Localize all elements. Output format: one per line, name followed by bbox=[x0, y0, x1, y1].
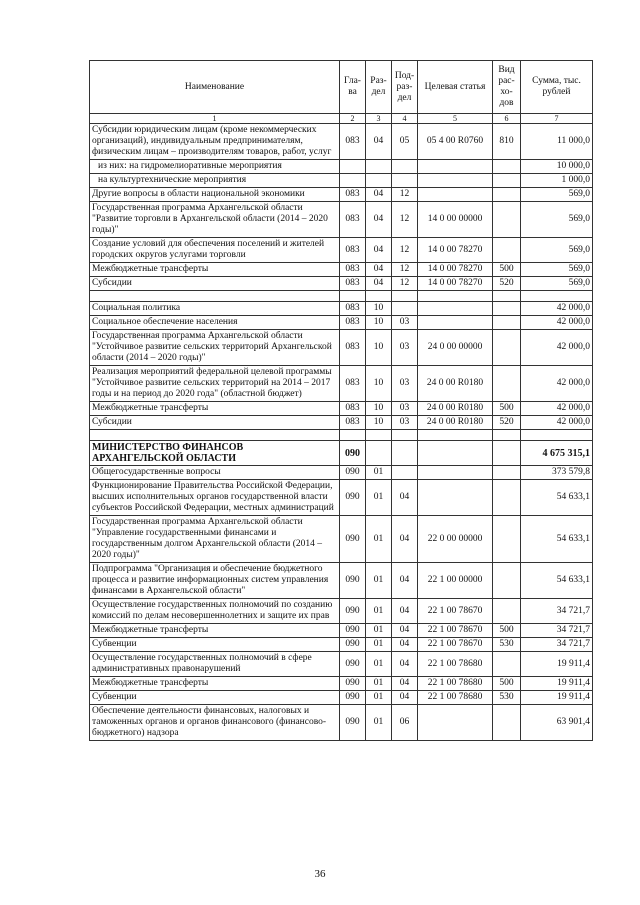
chapter-cell: 083 bbox=[340, 263, 366, 277]
name-cell: Осуществление государственных полномочий по созданию комиссий по делам несовершеннолетних и защите их прав bbox=[90, 599, 340, 624]
page-number: 36 bbox=[314, 868, 326, 880]
expense-type-cell bbox=[493, 238, 521, 263]
expense-type-cell: 530 bbox=[493, 638, 521, 652]
table-row bbox=[90, 174, 593, 188]
column-number: 7 bbox=[521, 114, 593, 124]
chapter-cell: 090 bbox=[340, 677, 366, 691]
chapter-cell: 090 bbox=[340, 624, 366, 638]
target-article-cell: 22 1 00 78670 bbox=[418, 638, 493, 652]
section-cell: 10 bbox=[366, 402, 392, 416]
subsection-cell: 04 bbox=[392, 599, 418, 624]
section-cell: 01 bbox=[366, 599, 392, 624]
sum-cell: 569,0 bbox=[521, 263, 593, 277]
sum-cell: 11 000,0 bbox=[521, 124, 593, 160]
expense-type-cell bbox=[493, 563, 521, 599]
budget-table bbox=[89, 60, 593, 741]
target-article-cell: 24 0 00 R0180 bbox=[418, 402, 493, 416]
chapter-cell: 083 bbox=[340, 202, 366, 238]
target-article-cell: 14 0 00 78270 bbox=[418, 238, 493, 263]
name-cell: Субсидии юридическим лицам (кроме некоммерческих организаций), индивидуальным предпринимателям, физическим лицам – производителям товаров, работ, услуг bbox=[90, 124, 340, 160]
chapter-cell: 090 bbox=[340, 516, 366, 563]
target-article-cell bbox=[418, 188, 493, 202]
target-article-cell: 22 1 00 78670 bbox=[418, 624, 493, 638]
table-row bbox=[90, 516, 593, 563]
target-article-cell bbox=[418, 302, 493, 316]
spacer-row bbox=[90, 291, 593, 302]
subsection-cell: 12 bbox=[392, 277, 418, 291]
table-row bbox=[90, 441, 593, 466]
column-number: 5 bbox=[418, 114, 493, 124]
expense-type-cell bbox=[493, 160, 521, 174]
sum-cell: 569,0 bbox=[521, 202, 593, 238]
expense-type-cell: 520 bbox=[493, 277, 521, 291]
chapter-cell: 083 bbox=[340, 416, 366, 430]
expense-type-cell: 810 bbox=[493, 124, 521, 160]
target-article-cell: 24 0 00 R0180 bbox=[418, 366, 493, 402]
subsection-cell: 04 bbox=[392, 480, 418, 516]
subsection-cell: 04 bbox=[392, 652, 418, 677]
expense-type-cell: 500 bbox=[493, 624, 521, 638]
expense-type-cell bbox=[493, 599, 521, 624]
chapter-cell: 090 bbox=[340, 441, 366, 466]
expense-type-cell: 520 bbox=[493, 416, 521, 430]
sum-cell: 42 000,0 bbox=[521, 302, 593, 316]
subsection-cell bbox=[392, 174, 418, 188]
name-cell: МИНИСТЕРСТВО ФИНАНСОВ АРХАНГЕЛЬСКОЙ ОБЛАСТИ bbox=[90, 441, 340, 466]
expense-type-cell bbox=[493, 652, 521, 677]
target-article-cell bbox=[418, 160, 493, 174]
target-article-cell bbox=[418, 441, 493, 466]
expense-type-cell bbox=[493, 316, 521, 330]
sum-cell: 54 633,1 bbox=[521, 563, 593, 599]
table-row bbox=[90, 263, 593, 277]
table-row bbox=[90, 638, 593, 652]
expense-type-cell: 500 bbox=[493, 677, 521, 691]
expense-type-cell bbox=[493, 302, 521, 316]
target-article-cell bbox=[418, 291, 493, 302]
target-article-cell: 22 1 00 78670 bbox=[418, 599, 493, 624]
chapter-cell: 083 bbox=[340, 277, 366, 291]
name-cell: Субсидии bbox=[90, 277, 340, 291]
section-cell: 01 bbox=[366, 638, 392, 652]
subsection-cell: 05 bbox=[392, 124, 418, 160]
section-cell: 01 bbox=[366, 480, 392, 516]
subsection-cell: 12 bbox=[392, 238, 418, 263]
chapter-cell: 090 bbox=[340, 599, 366, 624]
section-cell: 01 bbox=[366, 677, 392, 691]
sum-cell bbox=[521, 430, 593, 441]
section-cell bbox=[366, 174, 392, 188]
table-row bbox=[90, 480, 593, 516]
chapter-cell bbox=[340, 174, 366, 188]
section-cell: 04 bbox=[366, 277, 392, 291]
column-number: 4 bbox=[392, 114, 418, 124]
chapter-cell: 090 bbox=[340, 480, 366, 516]
subsection-cell: 04 bbox=[392, 624, 418, 638]
expense-type-cell bbox=[493, 466, 521, 480]
expense-type-cell bbox=[493, 291, 521, 302]
name-cell: Функционирование Правительства Российской Федерации, высших исполнительных органов государственной власти субъектов Российской Федерации, местных администраций bbox=[90, 480, 340, 516]
name-cell: Осуществление государственных полномочий в сфере административных правонарушений bbox=[90, 652, 340, 677]
table-row bbox=[90, 705, 593, 741]
name-cell: на культуртехнические мероприятия bbox=[90, 174, 340, 188]
section-cell: 01 bbox=[366, 652, 392, 677]
subsection-cell: 04 bbox=[392, 691, 418, 705]
subsection-cell: 03 bbox=[392, 402, 418, 416]
subsection-cell: 12 bbox=[392, 263, 418, 277]
header-chapter: Гла-ва bbox=[340, 61, 366, 114]
chapter-cell bbox=[340, 430, 366, 441]
target-article-cell: 22 1 00 78680 bbox=[418, 652, 493, 677]
sum-cell: 19 911,4 bbox=[521, 691, 593, 705]
table-row bbox=[90, 366, 593, 402]
chapter-cell: 090 bbox=[340, 705, 366, 741]
section-cell: 04 bbox=[366, 202, 392, 238]
target-article-cell bbox=[418, 430, 493, 441]
table-row bbox=[90, 160, 593, 174]
target-article-cell: 05 4 00 R0760 bbox=[418, 124, 493, 160]
subsection-cell: 04 bbox=[392, 563, 418, 599]
sum-cell: 569,0 bbox=[521, 238, 593, 263]
table-row bbox=[90, 652, 593, 677]
section-cell: 04 bbox=[366, 263, 392, 277]
section-cell bbox=[366, 291, 392, 302]
target-article-cell: 22 1 00 78680 bbox=[418, 677, 493, 691]
sum-cell: 373 579,8 bbox=[521, 466, 593, 480]
name-cell: Субсидии bbox=[90, 416, 340, 430]
name-cell: Подпрограмма "Организация и обеспечение бюджетного процесса и развитие информационных систем управления финансами в Архангельской области" bbox=[90, 563, 340, 599]
column-number: 6 bbox=[493, 114, 521, 124]
expense-type-cell bbox=[493, 480, 521, 516]
name-cell: Другие вопросы в области национальной экономики bbox=[90, 188, 340, 202]
column-number: 1 bbox=[90, 114, 340, 124]
name-cell: Социальное обеспечение населения bbox=[90, 316, 340, 330]
name-cell: Межбюджетные трансферты bbox=[90, 677, 340, 691]
name-cell: Общегосударственные вопросы bbox=[90, 466, 340, 480]
section-cell: 01 bbox=[366, 705, 392, 741]
table-row bbox=[90, 677, 593, 691]
target-article-cell: 22 1 00 78680 bbox=[418, 691, 493, 705]
expense-type-cell bbox=[493, 202, 521, 238]
chapter-cell: 083 bbox=[340, 316, 366, 330]
subsection-cell: 04 bbox=[392, 516, 418, 563]
chapter-cell bbox=[340, 160, 366, 174]
name-cell: Создание условий для обеспечения поселений и жителей городских округов услугами торговли bbox=[90, 238, 340, 263]
table-row bbox=[90, 416, 593, 430]
name-cell: из них: на гидромелиоративные мероприятия bbox=[90, 160, 340, 174]
target-article-cell bbox=[418, 466, 493, 480]
name-cell: Реализация мероприятий федеральной целевой программы "Устойчивое развитие сельских территорий на 2014 – 2017 годы и на период до 2020 года" (областной бюджет) bbox=[90, 366, 340, 402]
section-cell bbox=[366, 430, 392, 441]
target-article-cell: 22 0 00 00000 bbox=[418, 516, 493, 563]
section-cell: 04 bbox=[366, 188, 392, 202]
chapter-cell: 083 bbox=[340, 366, 366, 402]
target-article-cell: 24 0 00 00000 bbox=[418, 330, 493, 366]
header-sum: Сумма, тыс. рублей bbox=[521, 61, 593, 114]
section-cell: 04 bbox=[366, 238, 392, 263]
sum-cell: 42 000,0 bbox=[521, 330, 593, 366]
section-cell bbox=[366, 160, 392, 174]
expense-type-cell bbox=[493, 174, 521, 188]
section-cell: 10 bbox=[366, 416, 392, 430]
table-row bbox=[90, 238, 593, 263]
table-row bbox=[90, 188, 593, 202]
chapter-cell: 083 bbox=[340, 188, 366, 202]
expense-type-cell bbox=[493, 430, 521, 441]
sum-cell: 42 000,0 bbox=[521, 366, 593, 402]
expense-type-cell bbox=[493, 366, 521, 402]
chapter-cell: 083 bbox=[340, 402, 366, 416]
target-article-cell: 22 1 00 00000 bbox=[418, 563, 493, 599]
table-row bbox=[90, 302, 593, 316]
name-cell: Государственная программа Архангельской области "Управление государственными финансами и государственным долгом Архангельской области (2014 – 2020 годы)" bbox=[90, 516, 340, 563]
subsection-cell bbox=[392, 302, 418, 316]
expense-type-cell bbox=[493, 516, 521, 563]
target-article-cell: 14 0 00 78270 bbox=[418, 263, 493, 277]
spacer-row bbox=[90, 430, 593, 441]
expense-type-cell bbox=[493, 441, 521, 466]
sum-cell: 34 721,7 bbox=[521, 638, 593, 652]
subsection-cell bbox=[392, 160, 418, 174]
name-cell: Государственная программа Архангельской области "Развитие торговли в Архангельской области (2014 – 2020 годы)" bbox=[90, 202, 340, 238]
header-section: Раз-дел bbox=[366, 61, 392, 114]
table-body bbox=[90, 124, 593, 741]
name-cell: Межбюджетные трансферты bbox=[90, 402, 340, 416]
sum-cell: 54 633,1 bbox=[521, 480, 593, 516]
sum-cell: 42 000,0 bbox=[521, 316, 593, 330]
subsection-cell bbox=[392, 430, 418, 441]
name-cell bbox=[90, 291, 340, 302]
budget-page bbox=[89, 60, 592, 741]
target-article-cell bbox=[418, 174, 493, 188]
section-cell: 10 bbox=[366, 302, 392, 316]
column-number: 3 bbox=[366, 114, 392, 124]
sum-cell: 569,0 bbox=[521, 277, 593, 291]
sum-cell: 54 633,1 bbox=[521, 516, 593, 563]
table-row bbox=[90, 563, 593, 599]
section-cell: 04 bbox=[366, 124, 392, 160]
table-row bbox=[90, 402, 593, 416]
name-cell: Государственная программа Архангельской области "Устойчивое развитие сельских территорий Архангельской области (2014 – 2020 годы)" bbox=[90, 330, 340, 366]
table-row bbox=[90, 624, 593, 638]
target-article-cell: 14 0 00 00000 bbox=[418, 202, 493, 238]
sum-cell: 34 721,7 bbox=[521, 599, 593, 624]
subsection-cell: 04 bbox=[392, 638, 418, 652]
subsection-cell bbox=[392, 466, 418, 480]
column-number-row bbox=[90, 114, 593, 124]
chapter-cell: 083 bbox=[340, 302, 366, 316]
chapter-cell: 083 bbox=[340, 124, 366, 160]
header-name: Наименование bbox=[90, 61, 340, 114]
subsection-cell: 12 bbox=[392, 202, 418, 238]
subsection-cell: 12 bbox=[392, 188, 418, 202]
column-number: 2 bbox=[340, 114, 366, 124]
sum-cell: 1 000,0 bbox=[521, 174, 593, 188]
name-cell: Социальная политика bbox=[90, 302, 340, 316]
header-target-article: Целевая статья bbox=[418, 61, 493, 114]
target-article-cell: 14 0 00 78270 bbox=[418, 277, 493, 291]
section-cell: 01 bbox=[366, 466, 392, 480]
chapter-cell: 090 bbox=[340, 652, 366, 677]
chapter-cell: 090 bbox=[340, 466, 366, 480]
sum-cell: 42 000,0 bbox=[521, 402, 593, 416]
section-cell: 01 bbox=[366, 516, 392, 563]
subsection-cell: 03 bbox=[392, 366, 418, 402]
target-article-cell bbox=[418, 705, 493, 741]
sum-cell: 10 000,0 bbox=[521, 160, 593, 174]
table-row bbox=[90, 316, 593, 330]
expense-type-cell bbox=[493, 188, 521, 202]
section-cell bbox=[366, 441, 392, 466]
target-article-cell bbox=[418, 316, 493, 330]
sum-cell: 19 911,4 bbox=[521, 677, 593, 691]
subsection-cell: 03 bbox=[392, 330, 418, 366]
subsection-cell bbox=[392, 291, 418, 302]
header-subsection: Под-раз-дел bbox=[392, 61, 418, 114]
section-cell: 01 bbox=[366, 691, 392, 705]
name-cell: Обеспечение деятельности финансовых, налоговых и таможенных органов и органов финансового (финансово-бюджетного) надзора bbox=[90, 705, 340, 741]
target-article-cell bbox=[418, 480, 493, 516]
section-cell: 01 bbox=[366, 563, 392, 599]
chapter-cell: 083 bbox=[340, 330, 366, 366]
sum-cell: 19 911,4 bbox=[521, 652, 593, 677]
section-cell: 10 bbox=[366, 330, 392, 366]
subsection-cell bbox=[392, 441, 418, 466]
table-row bbox=[90, 599, 593, 624]
section-cell: 10 bbox=[366, 316, 392, 330]
expense-type-cell: 500 bbox=[493, 402, 521, 416]
sum-cell bbox=[521, 291, 593, 302]
section-cell: 01 bbox=[366, 624, 392, 638]
chapter-cell bbox=[340, 291, 366, 302]
chapter-cell: 083 bbox=[340, 238, 366, 263]
table-row bbox=[90, 124, 593, 160]
name-cell: Межбюджетные трансферты bbox=[90, 263, 340, 277]
sum-cell: 4 675 315,1 bbox=[521, 441, 593, 466]
subsection-cell: 03 bbox=[392, 316, 418, 330]
subsection-cell: 06 bbox=[392, 705, 418, 741]
table-row bbox=[90, 691, 593, 705]
name-cell: Межбюджетные трансферты bbox=[90, 624, 340, 638]
chapter-cell: 090 bbox=[340, 563, 366, 599]
table-row bbox=[90, 466, 593, 480]
table-row bbox=[90, 277, 593, 291]
sum-cell: 63 901,4 bbox=[521, 705, 593, 741]
header-expense-type: Вид рас-хо-дов bbox=[493, 61, 521, 114]
chapter-cell: 090 bbox=[340, 638, 366, 652]
name-cell bbox=[90, 430, 340, 441]
section-cell: 10 bbox=[366, 366, 392, 402]
target-article-cell: 24 0 00 R0180 bbox=[418, 416, 493, 430]
name-cell: Субвенции bbox=[90, 691, 340, 705]
subsection-cell: 03 bbox=[392, 416, 418, 430]
expense-type-cell: 500 bbox=[493, 263, 521, 277]
sum-cell: 569,0 bbox=[521, 188, 593, 202]
expense-type-cell bbox=[493, 330, 521, 366]
expense-type-cell: 530 bbox=[493, 691, 521, 705]
name-cell: Субвенции bbox=[90, 638, 340, 652]
table-row bbox=[90, 330, 593, 366]
expense-type-cell bbox=[493, 705, 521, 741]
header-row bbox=[90, 61, 593, 114]
subsection-cell: 04 bbox=[392, 677, 418, 691]
table-row bbox=[90, 202, 593, 238]
sum-cell: 42 000,0 bbox=[521, 416, 593, 430]
sum-cell: 34 721,7 bbox=[521, 624, 593, 638]
chapter-cell: 090 bbox=[340, 691, 366, 705]
